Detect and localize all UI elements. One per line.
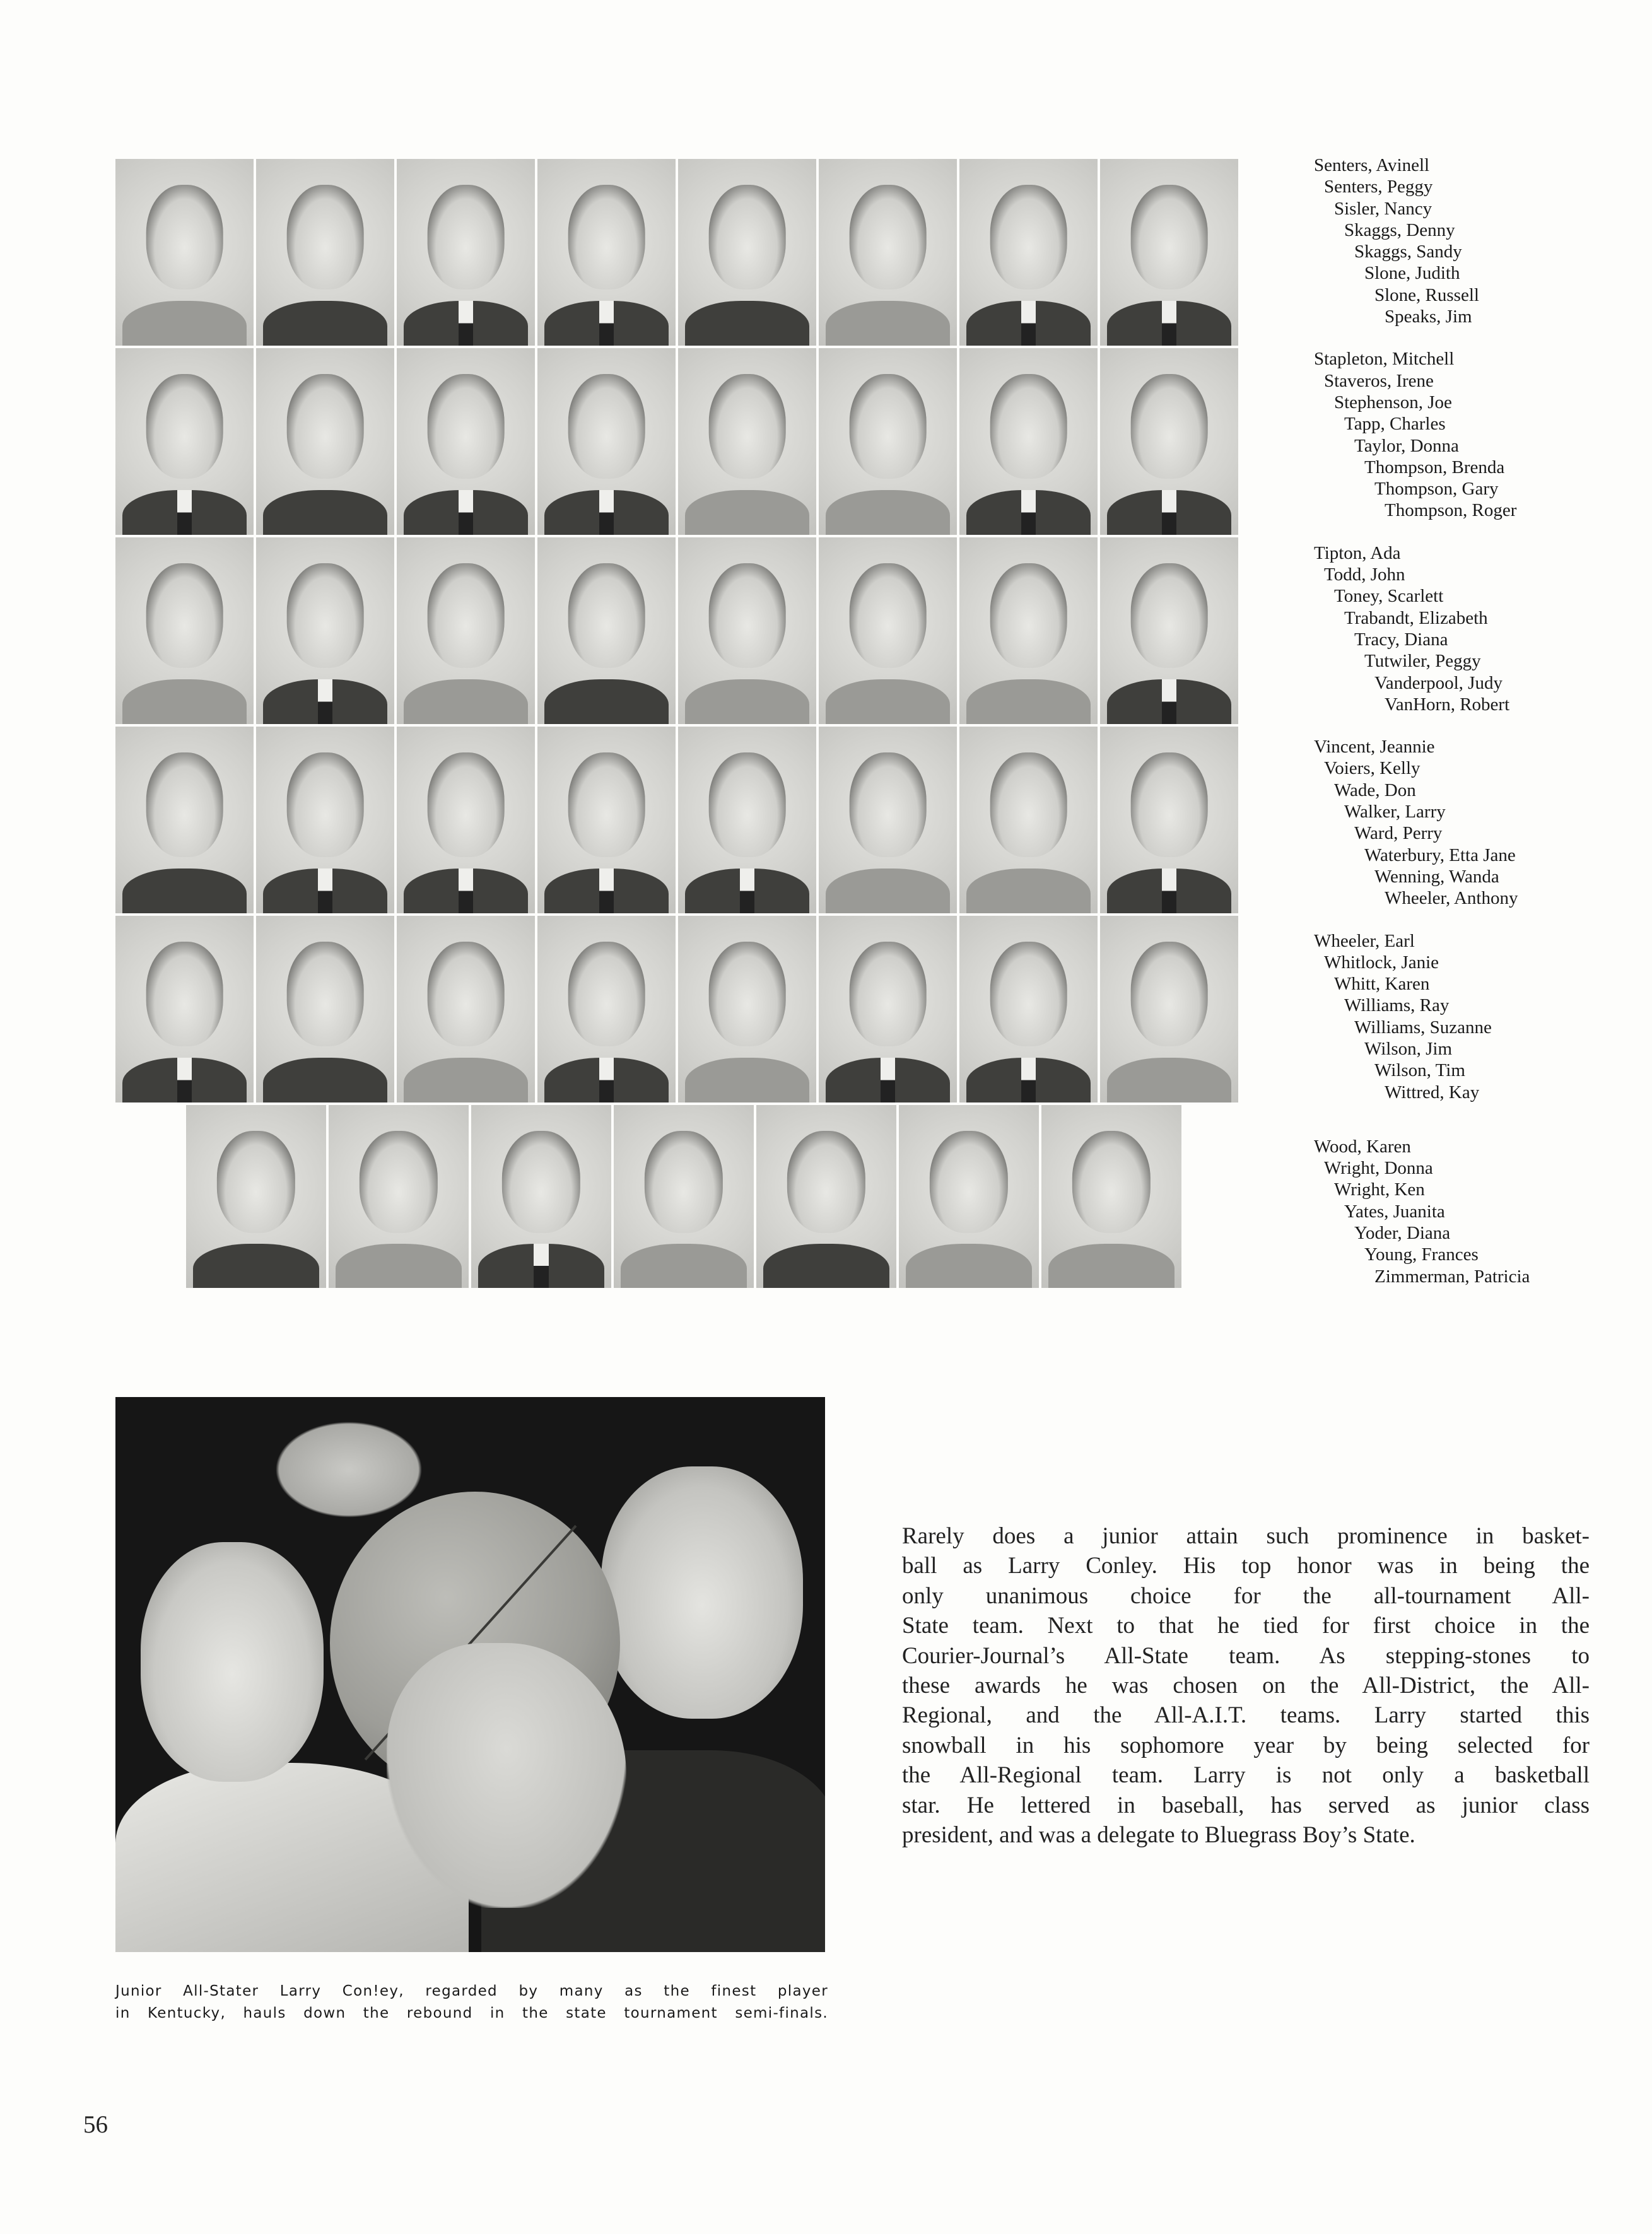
student-name: Yates, Juanita [1344, 1201, 1445, 1222]
student-portrait [678, 537, 816, 724]
portrait-shoulders [1107, 1058, 1231, 1102]
student-portrait [678, 159, 816, 346]
student-portrait [899, 1105, 1039, 1288]
student-portrait [256, 159, 394, 346]
student-name: Tutwiler, Peggy [1364, 651, 1481, 672]
portrait-shoulders [544, 868, 669, 913]
photo-caption [115, 1980, 828, 2025]
portrait-shoulders [826, 868, 950, 913]
portrait-shoulders [1048, 1244, 1175, 1288]
student-portrait [1100, 916, 1238, 1102]
portrait-head [1072, 1131, 1151, 1233]
portrait-shoulders [404, 301, 528, 346]
article-line: president, and was a delegate to Bluegrass Boy’s State. [902, 1822, 1415, 1849]
student-portrait [1100, 348, 1238, 535]
portrait-head [990, 374, 1067, 479]
portrait-shoulders [404, 868, 528, 913]
portrait-shoulders [1107, 490, 1231, 535]
portrait-head [708, 942, 786, 1046]
student-name: Thompson, Brenda [1364, 457, 1505, 477]
portrait-shoulders [966, 301, 1091, 346]
portrait-shoulders [122, 301, 247, 346]
student-name: Wittred, Kay [1385, 1082, 1480, 1102]
student-name: Yoder, Diana [1354, 1223, 1451, 1244]
student-name: Williams, Suzanne [1354, 1017, 1492, 1038]
portrait-shoulders [404, 679, 528, 724]
student-name: Skaggs, Denny [1344, 219, 1455, 240]
student-portrait [1041, 1105, 1181, 1288]
portrait-head [146, 752, 223, 857]
player-hand [387, 1643, 626, 1908]
student-portrait [115, 348, 254, 535]
student-name: Stapleton, Mitchell [1314, 349, 1455, 370]
portrait-head [146, 374, 223, 479]
student-portrait [256, 727, 394, 913]
student-name: Wheeler, Earl [1314, 930, 1415, 951]
student-portrait [115, 727, 254, 913]
portrait-shoulders [1107, 868, 1231, 913]
portrait-head [568, 942, 645, 1046]
portrait-shoulders [478, 1244, 604, 1288]
portrait-shoulders [544, 301, 669, 346]
portrait-head [427, 563, 505, 668]
student-portrait [115, 916, 254, 1102]
portrait-shoulders [263, 1058, 387, 1102]
portrait-head [427, 752, 505, 857]
portrait-head [146, 942, 223, 1046]
student-portrait [678, 727, 816, 913]
student-portrait [819, 537, 957, 724]
portrait-head [146, 563, 223, 668]
portrait-head [708, 374, 786, 479]
portrait-head [1130, 185, 1208, 289]
student-name: Skaggs, Sandy [1354, 242, 1462, 262]
article-text [902, 1521, 1590, 1850]
portrait-head [568, 185, 645, 289]
student-name: Wright, Ken [1334, 1179, 1425, 1200]
student-name: Speaks, Jim [1385, 307, 1472, 327]
portrait-shoulders [685, 1058, 809, 1102]
portrait-shoulders [826, 490, 950, 535]
portrait-head [849, 752, 927, 857]
student-name: Young, Frances [1364, 1244, 1479, 1265]
student-name: Senters, Peggy [1324, 177, 1433, 197]
name-group [1314, 930, 1629, 1103]
portrait-head [990, 752, 1067, 857]
portrait-shoulders [263, 301, 387, 346]
portrait-shoulders [621, 1244, 747, 1288]
student-name: Vanderpool, Judy [1374, 672, 1503, 693]
portrait-head [1130, 374, 1208, 479]
portrait-row [115, 537, 1238, 724]
portrait-head [990, 942, 1067, 1046]
student-name: Wright, Donna [1324, 1158, 1433, 1179]
student-portrait [819, 916, 957, 1102]
student-portrait [537, 727, 676, 913]
article-line: these awards he was chosen on the All-District, the All- [902, 1673, 1590, 1699]
student-portrait [959, 159, 1098, 346]
portrait-head [286, 374, 364, 479]
student-name: Ward, Perry [1354, 823, 1443, 844]
name-group [1314, 348, 1629, 521]
student-name: Whitlock, Janie [1324, 952, 1439, 973]
portrait-row [115, 727, 1238, 913]
portrait-shoulders [193, 1244, 319, 1288]
student-portrait [678, 916, 816, 1102]
student-name: Todd, John [1324, 564, 1405, 585]
student-name: Slone, Russell [1374, 284, 1479, 305]
portrait-shoulders [685, 301, 809, 346]
portrait-head [708, 185, 786, 289]
basketball-action-photo [115, 1397, 825, 1952]
portrait-shoulders [826, 301, 950, 346]
student-portrait [819, 159, 957, 346]
student-name: Wenning, Wanda [1374, 866, 1499, 887]
student-name: Tapp, Charles [1344, 414, 1446, 435]
portrait-shoulders [685, 490, 809, 535]
article-line: snowball in his sophomore year by being selected for [902, 1732, 1590, 1758]
portrait-head [990, 563, 1067, 668]
article-line: only unanimous choice for the all-tournament All- [902, 1582, 1590, 1609]
student-portrait [537, 537, 676, 724]
student-portrait [537, 348, 676, 535]
name-group [1314, 542, 1629, 715]
portrait-head [286, 942, 364, 1046]
name-group [1314, 1136, 1629, 1287]
portrait-head [990, 185, 1067, 289]
student-portrait [471, 1105, 611, 1288]
portrait-shoulders [544, 490, 669, 535]
student-name: Senters, Avinell [1314, 155, 1430, 175]
portrait-shoulders [122, 1058, 247, 1102]
portrait-shoulders [1107, 301, 1231, 346]
portrait-head [427, 374, 505, 479]
portrait-row [186, 1105, 1238, 1288]
student-portrait [397, 537, 535, 724]
student-name: Taylor, Donna [1354, 435, 1459, 456]
student-name: Wilson, Tim [1374, 1060, 1465, 1081]
student-name: Vincent, Jeannie [1314, 737, 1435, 757]
student-name: Toney, Scarlett [1334, 586, 1444, 607]
portrait-head [849, 942, 927, 1046]
portrait-row [115, 348, 1238, 535]
portrait-shoulders [544, 679, 669, 724]
portrait-head [502, 1131, 580, 1233]
article-line: Courier-Journal’s All-State team. As stepping-stones to [902, 1642, 1590, 1669]
student-name: Walker, Larry [1344, 802, 1446, 822]
student-portrait [1100, 537, 1238, 724]
portrait-head [286, 563, 364, 668]
portrait-shoulders [263, 490, 387, 535]
student-portrait [959, 916, 1098, 1102]
student-portrait [329, 1105, 469, 1288]
student-portrait [537, 159, 676, 346]
portrait-shoulders [966, 679, 1091, 724]
portrait-head [849, 185, 927, 289]
portrait-head [1130, 752, 1208, 857]
student-portrait [819, 727, 957, 913]
student-portrait [256, 537, 394, 724]
portrait-head [427, 942, 505, 1046]
student-name: Slone, Judith [1364, 263, 1460, 284]
student-portrait [115, 537, 254, 724]
student-name: Whitt, Karen [1334, 974, 1430, 995]
portrait-head [568, 752, 645, 857]
portrait-head [645, 1131, 723, 1233]
portrait-row [115, 159, 1238, 346]
portrait-shoulders [336, 1244, 462, 1288]
caption-line: Junior All-Stater Larry Con!ey, regarded by many as the finest player [115, 1983, 828, 1999]
name-group [1314, 736, 1629, 909]
student-portrait [1100, 159, 1238, 346]
portrait-head [1130, 563, 1208, 668]
student-portrait [614, 1105, 754, 1288]
student-portrait [678, 348, 816, 535]
portrait-shoulders [826, 679, 950, 724]
portrait-head [708, 752, 786, 857]
student-portrait [819, 348, 957, 535]
article-line: Rarely does a junior attain such prominence in basket- [902, 1523, 1590, 1549]
portrait-head [1130, 942, 1208, 1046]
student-name: Thompson, Roger [1385, 500, 1517, 521]
player-left-face [141, 1542, 324, 1782]
student-portrait [256, 916, 394, 1102]
student-name: Tracy, Diana [1354, 629, 1448, 650]
player-right-face [601, 1466, 803, 1719]
portrait-head [217, 1131, 295, 1233]
student-name: Wilson, Jim [1364, 1038, 1453, 1059]
student-portrait [959, 727, 1098, 913]
portrait-grid [115, 159, 1238, 1290]
portrait-shoulders [404, 490, 528, 535]
article-line: the All-Regional team. Larry is not only a basketball [902, 1762, 1590, 1789]
portrait-shoulders [906, 1244, 1032, 1288]
portrait-shoulders [122, 679, 247, 724]
caption-line: in Kentucky, hauls down the rebound in the state tournament semi-finals. [115, 2005, 828, 2021]
portrait-shoulders [263, 679, 387, 724]
reaching-hand [267, 1416, 431, 1523]
student-portrait [959, 537, 1098, 724]
portrait-shoulders [966, 490, 1091, 535]
portrait-shoulders [1107, 679, 1231, 724]
student-name: Trabandt, Elizabeth [1344, 607, 1488, 628]
portrait-head [360, 1131, 438, 1233]
portrait-shoulders [685, 868, 809, 913]
student-name: Thompson, Gary [1374, 479, 1499, 500]
portrait-shoulders [763, 1244, 889, 1288]
student-portrait [186, 1105, 326, 1288]
portrait-head [849, 563, 927, 668]
portrait-head [568, 374, 645, 479]
article-line: State team. Next to that he tied for first choice in the [902, 1613, 1590, 1639]
portrait-shoulders [404, 1058, 528, 1102]
student-portrait [397, 916, 535, 1102]
portrait-head [568, 563, 645, 668]
portrait-head [427, 185, 505, 289]
article-line: ball as Larry Conley. His top honor was in being the [902, 1553, 1590, 1579]
portrait-row [115, 916, 1238, 1102]
portrait-head [849, 374, 927, 479]
student-name: Stephenson, Joe [1334, 392, 1452, 412]
portrait-shoulders [122, 868, 247, 913]
student-portrait [756, 1105, 896, 1288]
student-name: VanHorn, Robert [1385, 694, 1510, 715]
portrait-head [930, 1131, 1008, 1233]
portrait-shoulders [826, 1058, 950, 1102]
portrait-head [146, 185, 223, 289]
portrait-shoulders [263, 868, 387, 913]
portrait-shoulders [685, 679, 809, 724]
student-name: Wade, Don [1334, 780, 1416, 800]
portrait-shoulders [966, 1058, 1091, 1102]
student-portrait [397, 348, 535, 535]
student-name: Voiers, Kelly [1324, 758, 1421, 779]
student-portrait [256, 348, 394, 535]
student-name: Williams, Ray [1344, 995, 1450, 1016]
student-name: Sisler, Nancy [1334, 198, 1432, 219]
portrait-head [787, 1131, 865, 1233]
student-portrait [397, 727, 535, 913]
portrait-head [708, 563, 786, 668]
student-portrait [115, 159, 254, 346]
student-portrait [959, 348, 1098, 535]
student-name-list [1314, 155, 1629, 1308]
student-portrait [397, 159, 535, 346]
article-line: star. He lettered in baseball, has served as junior class [902, 1792, 1590, 1818]
student-name: Tipton, Ada [1314, 542, 1401, 563]
article-line: Regional, and the All-A.I.T. teams. Larry started this [902, 1702, 1590, 1729]
page-number: 56 [83, 2111, 108, 2138]
student-portrait [537, 916, 676, 1102]
portrait-shoulders [122, 490, 247, 535]
student-name: Staveros, Irene [1324, 370, 1434, 391]
student-name: Wood, Karen [1314, 1136, 1411, 1157]
student-name: Zimmerman, Patricia [1374, 1266, 1530, 1287]
portrait-head [286, 752, 364, 857]
portrait-head [286, 185, 364, 289]
student-name: Wheeler, Anthony [1385, 888, 1518, 909]
name-group [1314, 155, 1629, 327]
portrait-shoulders [966, 868, 1091, 913]
portrait-shoulders [544, 1058, 669, 1102]
student-name: Waterbury, Etta Jane [1364, 845, 1516, 865]
student-portrait [1100, 727, 1238, 913]
